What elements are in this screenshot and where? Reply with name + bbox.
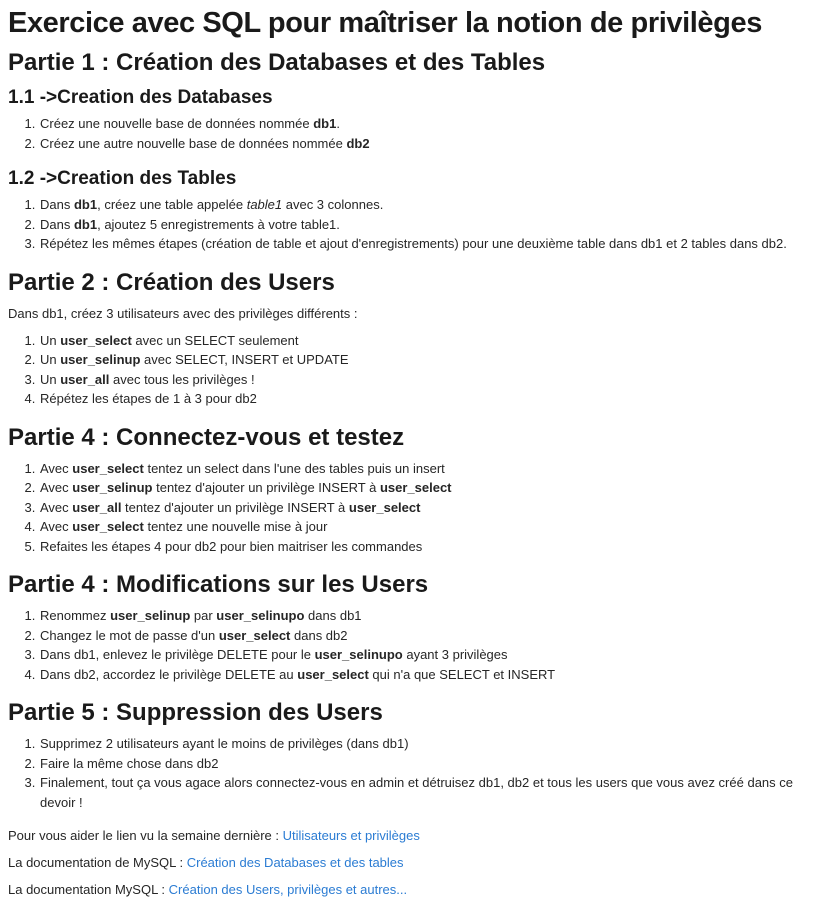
ordered-list xyxy=(8,114,826,153)
subsection-heading: 1.2 ->Creation des Tables xyxy=(8,168,237,189)
list-item xyxy=(39,665,826,685)
italic-text: table1 xyxy=(246,197,283,212)
doc-link[interactable]: Création des Users, privilèges et autres... xyxy=(168,882,408,897)
bold-text: user_selinup xyxy=(72,480,153,495)
ordered-list xyxy=(8,734,826,812)
list-item xyxy=(39,754,826,774)
subsection-heading: 1.1 ->Creation des Databases xyxy=(8,87,273,108)
bold-text: user_select xyxy=(379,480,452,495)
text-run: tentez un select dans l'une des tables puis un insert xyxy=(143,460,445,476)
text-run: Avec xyxy=(40,460,73,476)
text-run: , créez une table appelée xyxy=(97,197,247,212)
text-run: Dans db1, créez 3 utilisateurs avec des privilèges différents : xyxy=(8,305,358,321)
text-run: avec un SELECT seulement xyxy=(131,332,299,348)
list-item xyxy=(39,498,826,518)
text-run: tentez une nouvelle mise à jour xyxy=(143,519,328,534)
list-item xyxy=(39,734,826,754)
ordered-list xyxy=(8,331,826,409)
list-item xyxy=(39,606,826,626)
text-run: Dans xyxy=(40,197,74,212)
text-run: Pour vous aider le lien vu la semaine dernière : xyxy=(8,828,283,843)
paragraph xyxy=(8,853,826,872)
text-run: par xyxy=(190,608,217,623)
list-item xyxy=(39,773,826,812)
list-item xyxy=(39,350,826,370)
text-run: Un xyxy=(40,332,61,348)
bold-text: user_select xyxy=(297,666,369,682)
page-title: Exercice avec SQL pour maîtriser la notion de privilèges xyxy=(8,7,762,39)
section-heading: Partie 2 : Création des Users xyxy=(8,268,335,296)
text-run: Faire la même chose dans db2 xyxy=(40,755,219,771)
section-heading: Partie 1 : Création des Databases et des Tables xyxy=(8,49,546,76)
text-run: Refaites les étapes 4 pour db2 pour bien maitriser les commandes xyxy=(40,538,423,554)
bold-text: user_select xyxy=(72,460,144,476)
text-run: Créez une autre nouvelle base de données nommée xyxy=(40,135,347,151)
list-item xyxy=(39,370,826,390)
ordered-list xyxy=(8,459,826,557)
list-item xyxy=(39,195,826,215)
list-item xyxy=(39,134,826,154)
bold-text: db1 xyxy=(313,116,337,131)
text-run: tentez d'ajouter un privilège INSERT à xyxy=(152,480,380,495)
bold-text: user_select xyxy=(72,519,144,534)
text-run: Répétez les mêmes étapes (création de table et ajout d'enregistrements) pour une deuxième table dans db1 et 2 tables dans db2. xyxy=(40,236,787,251)
text-run: dans db1 xyxy=(304,608,362,623)
text-run: La documentation de MySQL : xyxy=(8,855,187,870)
text-run: , ajoutez 5 enregistrements à votre table1. xyxy=(97,216,340,232)
bold-text: user_selinupo xyxy=(314,647,403,662)
text-run: La documentation MySQL : xyxy=(8,882,169,897)
text-run: . xyxy=(336,116,340,131)
section-heading: Partie 4 : Connectez-vous et testez xyxy=(8,423,405,451)
text-run: Dans db1, enlevez le privilège DELETE pour le xyxy=(40,647,315,662)
text-run: avec tous les privilèges ! xyxy=(109,371,255,387)
text-run: Répétez les étapes de 1 à 3 pour db2 xyxy=(40,391,257,406)
text-run: Dans xyxy=(40,216,74,232)
list-item xyxy=(39,114,826,134)
text-run: Dans db2, accordez le privilège DELETE au xyxy=(40,666,298,682)
text-run: dans db2 xyxy=(290,627,348,643)
bold-text: user_all xyxy=(72,499,122,515)
text-run: Finalement, tout ça vous agace alors connectez-vous en admin et détruisez db1, db2 et tous les users que vous avez créé dans ce devoir ! xyxy=(40,775,793,810)
bold-text: user_selinup xyxy=(110,608,191,623)
ordered-list xyxy=(8,195,826,254)
list-item xyxy=(39,234,826,254)
text-run: avec SELECT, INSERT et UPDATE xyxy=(140,352,349,367)
bold-text: db1 xyxy=(73,216,98,232)
paragraph xyxy=(8,304,826,323)
text-run: ayant 3 privilèges xyxy=(402,647,508,662)
bold-text: user_all xyxy=(60,371,110,387)
paragraph xyxy=(8,880,826,899)
text-run: Avec xyxy=(40,499,73,515)
bold-text: user_select xyxy=(60,332,132,348)
text-run: Renommez xyxy=(40,608,111,623)
bold-text: user_selinupo xyxy=(216,608,305,623)
list-item xyxy=(39,215,826,235)
text-run: qui n'a que SELECT et INSERT xyxy=(368,666,556,682)
text-run: Changez le mot de passe d'un xyxy=(40,627,219,643)
text-run: tentez d'ajouter un privilège INSERT à xyxy=(121,499,349,515)
bold-text: user_select xyxy=(218,627,291,643)
text-run: avec 3 colonnes. xyxy=(282,197,384,212)
list-item xyxy=(39,517,826,537)
list-item xyxy=(39,537,826,557)
list-item xyxy=(39,389,826,409)
text-run: Avec xyxy=(40,480,73,495)
list-item xyxy=(39,331,826,351)
section-heading: Partie 4 : Modifications sur les Users xyxy=(8,571,429,598)
document-page xyxy=(8,4,826,899)
list-item xyxy=(39,459,826,479)
list-item xyxy=(39,645,826,665)
text-run: Avec xyxy=(40,519,73,534)
section-heading: Partie 5 : Suppression des Users xyxy=(8,699,383,726)
text-run: Créez une nouvelle base de données nommée xyxy=(40,116,314,131)
document-body xyxy=(8,48,826,899)
doc-link[interactable]: Création des Databases et des tables xyxy=(186,855,404,870)
text-run: Un xyxy=(40,371,61,387)
list-item xyxy=(39,626,826,646)
bold-text: db2 xyxy=(346,135,370,151)
doc-link[interactable]: Utilisateurs et privilèges xyxy=(282,828,420,843)
text-run: Supprimez 2 utilisateurs ayant le moins de privilèges (dans db1) xyxy=(40,736,409,751)
bold-text: db1 xyxy=(73,197,98,212)
text-run: Un xyxy=(40,352,61,367)
bold-text: user_selinup xyxy=(60,352,141,367)
bold-text: user_select xyxy=(348,499,421,515)
list-item xyxy=(39,478,826,498)
ordered-list xyxy=(8,606,826,684)
paragraph xyxy=(8,826,826,845)
